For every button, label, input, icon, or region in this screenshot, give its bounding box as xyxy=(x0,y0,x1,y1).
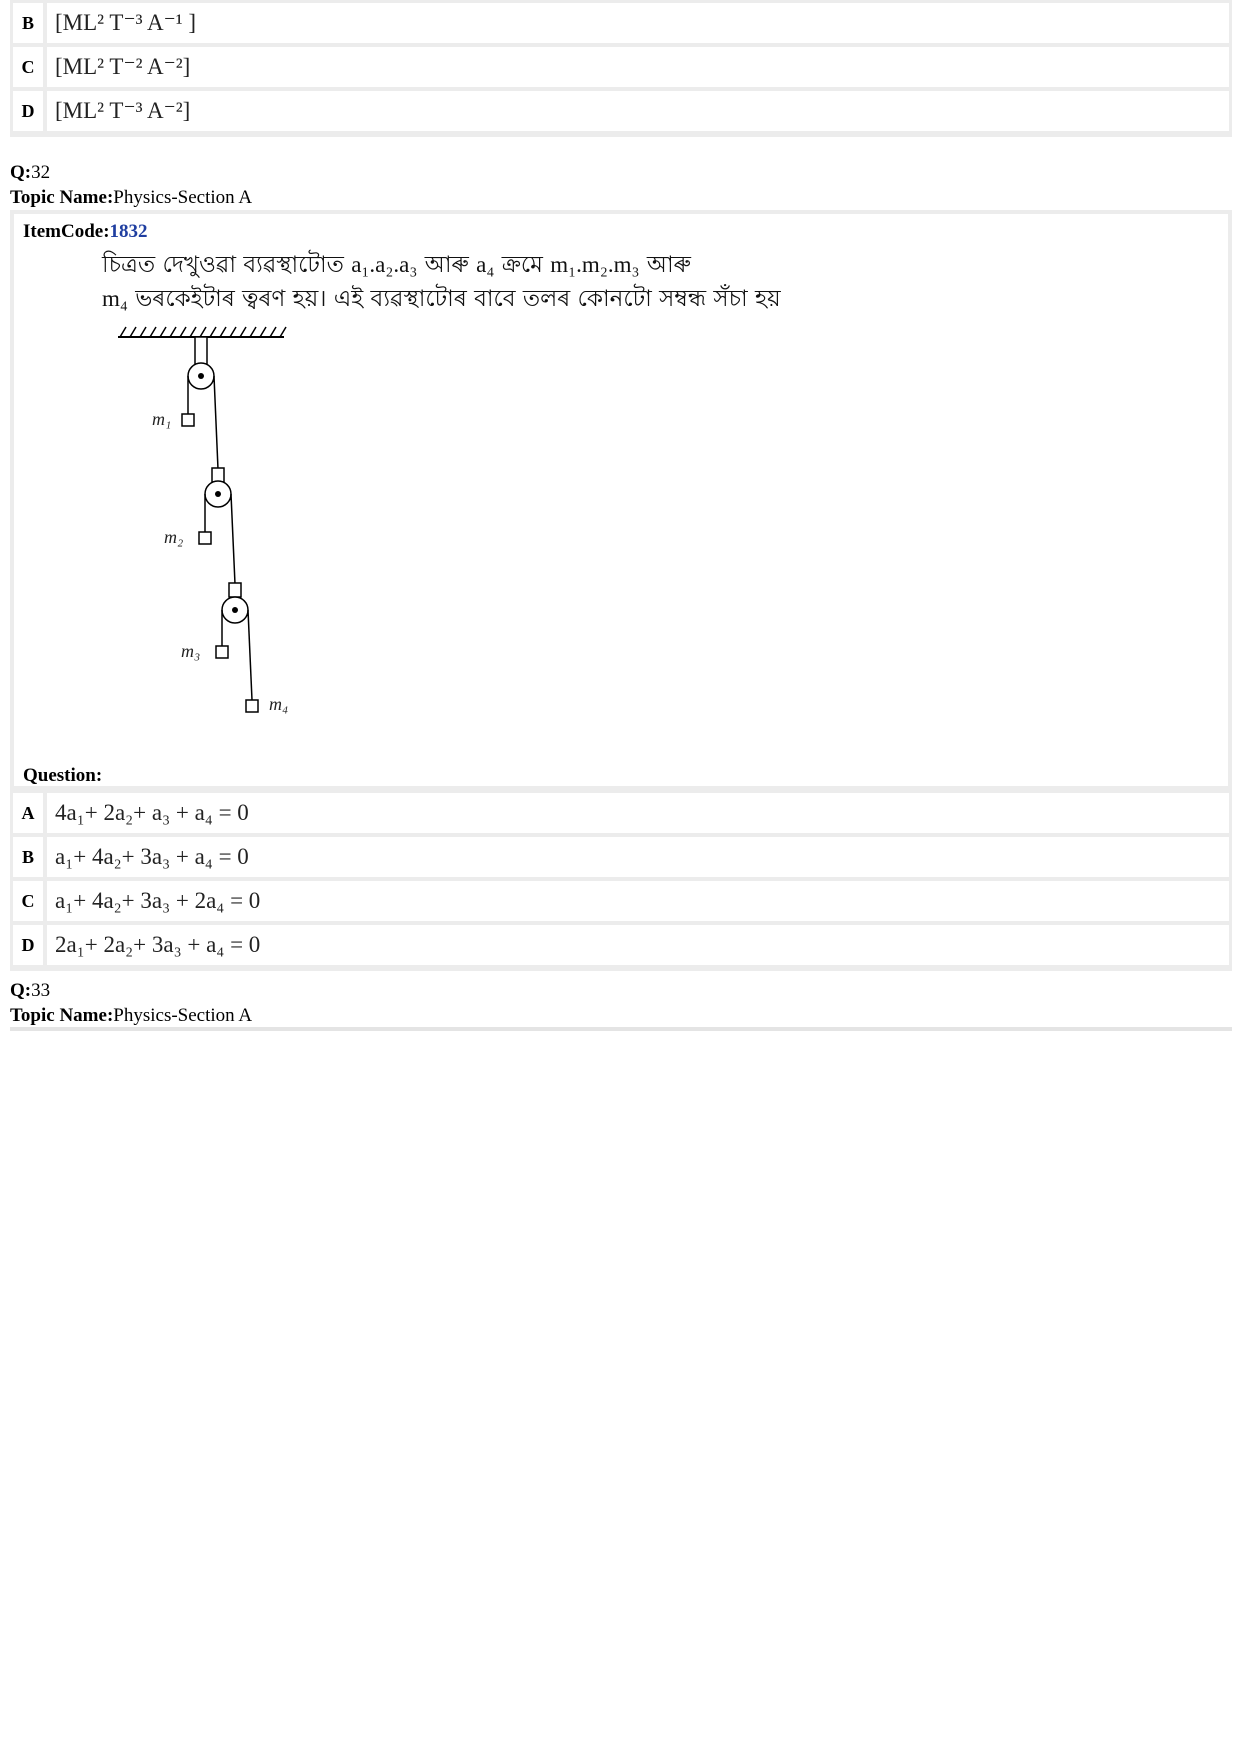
option-row-a xyxy=(13,793,1229,833)
text-fragment: আৰু xyxy=(646,252,691,278)
option-letter: B xyxy=(13,837,43,877)
option-row-b xyxy=(13,3,1229,43)
text-fragment: আৰু xyxy=(424,252,469,278)
label-m4: m₄ xyxy=(269,694,289,714)
q-number: 33 xyxy=(31,980,51,1001)
mass-m3 xyxy=(216,646,228,658)
option-letter: C xyxy=(13,881,43,921)
rope-2-3 xyxy=(231,494,235,584)
option-letter: A xyxy=(13,793,43,833)
option-text: a₁+ 4a₂+ 3a₃ + 2a₄ = 0 xyxy=(47,881,1229,921)
option-letter: C xyxy=(13,47,43,87)
label-m2: m₂ xyxy=(164,527,184,547)
topic-line xyxy=(10,1003,252,1028)
pulley-system-figure xyxy=(114,324,354,764)
q32-options xyxy=(10,790,1232,971)
section-divider xyxy=(10,1027,1232,1031)
q33-header xyxy=(10,978,252,1028)
option-row-c xyxy=(13,47,1229,87)
topic-value: Physics-Section A xyxy=(113,1005,253,1026)
pulley-3-axle xyxy=(232,607,238,613)
q32-header xyxy=(10,160,252,210)
pulley-1-clamp xyxy=(195,337,207,365)
topic-value: Physics-Section A xyxy=(113,187,253,208)
question-text-line-2 xyxy=(102,282,1002,316)
question-number-line xyxy=(10,160,252,185)
q-number: 32 xyxy=(31,162,51,183)
q-label: Q: xyxy=(10,980,32,1001)
q32-question-box xyxy=(10,210,1232,790)
option-row-c xyxy=(13,881,1229,921)
option-text: 2a₁+ 2a₂+ 3a₃ + a₄ = 0 xyxy=(47,925,1229,965)
variable-fragment: a₄ xyxy=(476,252,495,277)
option-letter: D xyxy=(13,925,43,965)
variable-fragment: a₁.a₂.a₃ xyxy=(351,252,418,277)
label-m1: m₁ xyxy=(152,409,172,429)
option-text: [ML² T⁻³ A⁻¹ ] xyxy=(47,3,1229,43)
option-letter: D xyxy=(13,91,43,131)
pulley-3-clamp xyxy=(229,583,241,597)
rope-1-2 xyxy=(214,376,218,469)
option-text: [ML² T⁻³ A⁻²] xyxy=(47,91,1229,131)
mass-m1 xyxy=(182,414,194,426)
variable-fragment: m₄ xyxy=(102,286,128,311)
option-letter: B xyxy=(13,3,43,43)
text-fragment: ক্ৰমে xyxy=(501,252,543,278)
itemcode-value: 1832 xyxy=(109,221,148,242)
text-fragment: ভৰকেইটাৰ ত্বৰণ হয়। এই ব্যৱস্থাটোৰ বাবে তলৰ কোনটো সম্বন্ধ সঁচা হয় xyxy=(135,286,781,312)
variable-fragment: m₁.m₂.m₃ xyxy=(550,252,640,277)
question-label: Question: xyxy=(23,765,103,786)
pulley-1-axle xyxy=(198,373,204,379)
ceiling-hatch xyxy=(120,327,286,337)
option-row-b xyxy=(13,837,1229,877)
option-row-d xyxy=(13,91,1229,131)
option-text: 4a₁+ 2a₂+ a₃ + a₄ = 0 xyxy=(47,793,1229,833)
question-number-line xyxy=(10,978,252,1003)
option-text: a₁+ 4a₂+ 3a₃ + a₄ = 0 xyxy=(47,837,1229,877)
q-label: Q: xyxy=(10,162,32,183)
previous-question-options xyxy=(10,0,1232,137)
item-code xyxy=(23,221,148,243)
question-text-line-1 xyxy=(102,248,1002,282)
mass-m4 xyxy=(246,700,258,712)
text-fragment: চিত্ৰত দেখুওৱা ব্যৱস্থাটোত xyxy=(102,252,344,278)
label-m3: m₃ xyxy=(181,641,201,661)
option-row-d xyxy=(13,925,1229,965)
topic-label: Topic Name: xyxy=(10,1005,114,1026)
mass-m2 xyxy=(199,532,211,544)
itemcode-label: ItemCode: xyxy=(23,221,110,242)
topic-label: Topic Name: xyxy=(10,187,114,208)
question-text xyxy=(102,248,1002,316)
option-text: [ML² T⁻² A⁻²] xyxy=(47,47,1229,87)
pulley-2-axle xyxy=(215,491,221,497)
pulley-2-clamp xyxy=(212,468,224,482)
rope-m4 xyxy=(248,610,252,700)
topic-line xyxy=(10,185,252,210)
